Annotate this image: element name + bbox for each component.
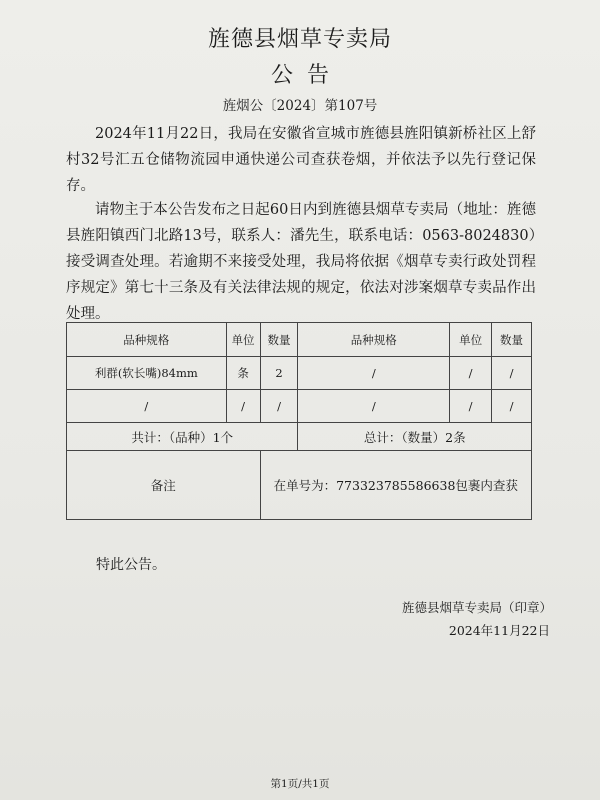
- table-header-row: [67, 323, 532, 357]
- header-cell: 品种规格: [298, 323, 450, 357]
- table-cell: /: [450, 357, 492, 390]
- table-cell: 2: [260, 357, 298, 390]
- header-cell: 数量: [260, 323, 298, 357]
- remark-label-cell: 备注: [67, 451, 261, 520]
- remark-text-cell: 在单号为：773323785586638包裹内查获: [260, 451, 531, 520]
- table-cell: /: [260, 390, 298, 423]
- header-cell: 单位: [226, 323, 260, 357]
- closing-line: 特此公告。: [96, 557, 166, 573]
- total-varieties-cell: 共计：（品种）1个: [67, 423, 298, 451]
- document-number: 旌烟公〔2024〕第107号: [222, 98, 378, 114]
- table-row: [67, 390, 532, 423]
- header-cell: 单位: [450, 323, 492, 357]
- table-cell: /: [298, 390, 450, 423]
- totals-row: [67, 423, 532, 451]
- issuer-title: 旌德县烟草专卖局: [207, 27, 392, 52]
- total-quantity-cell: 总计：（数量）2条: [298, 423, 532, 451]
- table-cell: /: [298, 357, 450, 390]
- table-cell: 利群(软长嘴)84mm: [67, 357, 227, 390]
- signer-line: 旌德县烟草专卖局（印章）: [401, 600, 552, 615]
- table-cell: /: [492, 390, 532, 423]
- table-cell: /: [67, 390, 227, 423]
- body-paragraph-2: 请物主于本公告发布之日起60日内到旌德县烟草专卖局（地址：旌德县旌阳镇西门北路13号，联系人：潘先生，联系电话：0563-8024830）接受调查处理。若逾期不来接受处理，我局将依据《烟草专卖行政处罚程序规定》第七十三条及有关法律法规的规定，依法对涉案烟草专卖品作出处理。: [66, 202, 536, 322]
- table-cell: 条: [226, 357, 260, 390]
- header-cell: 数量: [492, 323, 532, 357]
- body-paragraph-1: 2024年11月22日，我局在安徽省宣城市旌德县旌阳镇新桥社区上舒村32号汇五仓储物流园申通快递公司查获卷烟，并依法予以先行登记保存。: [66, 126, 536, 194]
- table-cell: /: [450, 390, 492, 423]
- issue-date: 2024年11月22日: [448, 623, 550, 638]
- header-cell: 品种规格: [67, 323, 227, 357]
- notice-heading: 公告: [270, 63, 343, 88]
- remark-row: [67, 451, 532, 520]
- table-cell: /: [226, 390, 260, 423]
- page-indicator: 第1页/共1页: [270, 778, 330, 790]
- table-cell: /: [492, 357, 532, 390]
- seized-items-table: [66, 322, 532, 520]
- table-row: [67, 357, 532, 390]
